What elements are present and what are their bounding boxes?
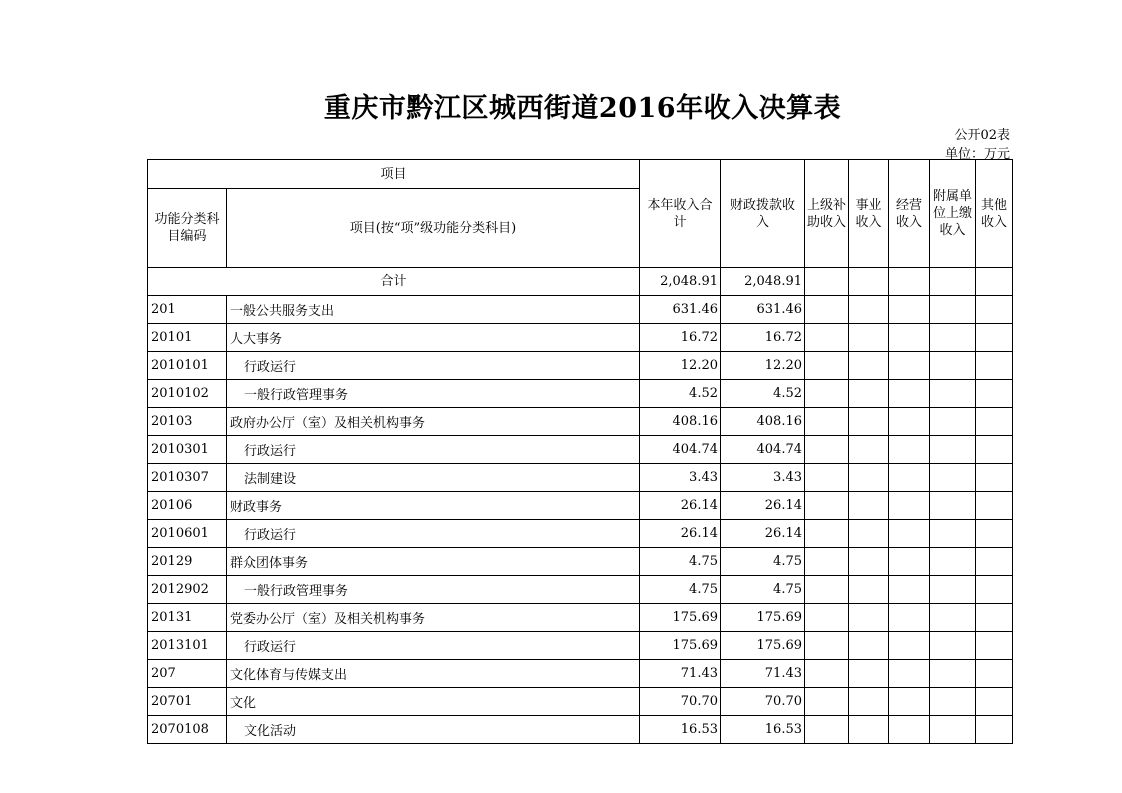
table-row <box>148 436 1013 464</box>
row-code: 2010101 <box>148 352 227 380</box>
row-other <box>976 436 1013 464</box>
row-career <box>849 604 889 632</box>
row-affiliate <box>930 688 976 716</box>
row-fiscal: 70.70 <box>721 688 805 716</box>
row-superior <box>805 380 849 408</box>
row-career <box>849 548 889 576</box>
row-superior <box>805 548 849 576</box>
row-fiscal: 175.69 <box>721 604 805 632</box>
row-operating <box>889 352 930 380</box>
row-operating <box>889 716 930 744</box>
row-career <box>849 660 889 688</box>
row-career <box>849 520 889 548</box>
table-row <box>148 632 1013 660</box>
row-total-income: 26.14 <box>640 492 721 520</box>
header-name: 项目(按“项”级功能分类科目) <box>227 189 640 268</box>
row-career <box>849 380 889 408</box>
total-affiliate-value <box>930 268 976 296</box>
table-row <box>148 352 1013 380</box>
row-affiliate <box>930 632 976 660</box>
row-superior <box>805 688 849 716</box>
row-name: 一般公共服务支出 <box>227 296 640 324</box>
row-name: 行政运行 <box>227 436 640 464</box>
row-total-income: 12.20 <box>640 352 721 380</box>
row-total-income: 175.69 <box>640 604 721 632</box>
row-other <box>976 632 1013 660</box>
row-fiscal: 71.43 <box>721 660 805 688</box>
row-name: 人大事务 <box>227 324 640 352</box>
row-fiscal: 408.16 <box>721 408 805 436</box>
total-income-value: 2,048.91 <box>640 268 721 296</box>
row-fiscal: 16.72 <box>721 324 805 352</box>
row-total-income: 70.70 <box>640 688 721 716</box>
header-operating: 经营收入 <box>889 160 930 268</box>
header-affiliate: 附属单位上缴收入 <box>930 160 976 268</box>
income-table <box>147 159 1013 744</box>
row-name: 行政运行 <box>227 520 640 548</box>
row-code: 20103 <box>148 408 227 436</box>
form-number: 公开02表 <box>954 128 1010 143</box>
page-title: 重庆市黔江区城西街道2016年收入决算表 <box>323 93 842 124</box>
row-name: 文化 <box>227 688 640 716</box>
row-fiscal: 631.46 <box>721 296 805 324</box>
row-career <box>849 464 889 492</box>
row-affiliate <box>930 548 976 576</box>
row-code: 2010102 <box>148 380 227 408</box>
table-row <box>148 604 1013 632</box>
header-superior: 上级补助收入 <box>805 160 849 268</box>
row-other <box>976 688 1013 716</box>
table-row <box>148 660 1013 688</box>
row-other <box>976 380 1013 408</box>
row-operating <box>889 604 930 632</box>
row-superior <box>805 324 849 352</box>
row-total-income: 4.75 <box>640 548 721 576</box>
row-operating <box>889 464 930 492</box>
row-career <box>849 576 889 604</box>
row-code: 20106 <box>148 492 227 520</box>
row-career <box>849 324 889 352</box>
row-operating <box>889 632 930 660</box>
row-affiliate <box>930 436 976 464</box>
row-affiliate <box>930 380 976 408</box>
row-operating <box>889 688 930 716</box>
row-fiscal: 4.75 <box>721 576 805 604</box>
row-code: 2012902 <box>148 576 227 604</box>
row-total-income: 631.46 <box>640 296 721 324</box>
row-fiscal: 3.43 <box>721 464 805 492</box>
row-affiliate <box>930 352 976 380</box>
total-fiscal-value: 2,048.91 <box>721 268 805 296</box>
row-other <box>976 716 1013 744</box>
row-affiliate <box>930 296 976 324</box>
unit-label: 单位：万元 <box>944 147 1010 162</box>
row-other <box>976 408 1013 436</box>
table-row <box>148 492 1013 520</box>
table-row <box>148 464 1013 492</box>
row-code: 2010301 <box>148 436 227 464</box>
row-name: 一般行政管理事务 <box>227 380 640 408</box>
row-affiliate <box>930 324 976 352</box>
row-career <box>849 632 889 660</box>
row-affiliate <box>930 716 976 744</box>
row-other <box>976 548 1013 576</box>
row-superior <box>805 604 849 632</box>
row-affiliate <box>930 408 976 436</box>
row-career <box>849 716 889 744</box>
row-operating <box>889 576 930 604</box>
row-total-income: 408.16 <box>640 408 721 436</box>
row-name: 一般行政管理事务 <box>227 576 640 604</box>
row-operating <box>889 380 930 408</box>
header-total-income: 本年收入合计 <box>640 160 721 268</box>
row-operating <box>889 520 930 548</box>
total-row <box>148 268 1013 296</box>
row-operating <box>889 660 930 688</box>
row-name: 行政运行 <box>227 352 640 380</box>
table-row <box>148 324 1013 352</box>
row-affiliate <box>930 576 976 604</box>
row-name: 党委办公厅（室）及相关机构事务 <box>227 604 640 632</box>
header-fiscal: 财政拨款收入 <box>721 160 805 268</box>
row-affiliate <box>930 464 976 492</box>
table-row <box>148 408 1013 436</box>
table-row <box>148 520 1013 548</box>
row-other <box>976 660 1013 688</box>
total-superior-value <box>805 268 849 296</box>
row-superior <box>805 436 849 464</box>
row-superior <box>805 352 849 380</box>
row-name: 行政运行 <box>227 632 640 660</box>
row-name: 政府办公厅（室）及相关机构事务 <box>227 408 640 436</box>
row-superior <box>805 408 849 436</box>
table-row <box>148 548 1013 576</box>
row-operating <box>889 324 930 352</box>
row-code: 20701 <box>148 688 227 716</box>
row-fiscal: 26.14 <box>721 492 805 520</box>
row-total-income: 71.43 <box>640 660 721 688</box>
row-superior <box>805 576 849 604</box>
table-row <box>148 296 1013 324</box>
row-operating <box>889 296 930 324</box>
row-code: 2010307 <box>148 464 227 492</box>
total-other-value <box>976 268 1013 296</box>
row-career <box>849 352 889 380</box>
row-operating <box>889 436 930 464</box>
row-name: 财政事务 <box>227 492 640 520</box>
row-other <box>976 576 1013 604</box>
row-superior <box>805 716 849 744</box>
table-row <box>148 688 1013 716</box>
row-fiscal: 175.69 <box>721 632 805 660</box>
row-code: 2070108 <box>148 716 227 744</box>
row-code: 20101 <box>148 324 227 352</box>
header-code: 功能分类科目编码 <box>148 189 227 268</box>
row-total-income: 4.75 <box>640 576 721 604</box>
row-superior <box>805 520 849 548</box>
row-career <box>849 688 889 716</box>
row-other <box>976 492 1013 520</box>
row-other <box>976 296 1013 324</box>
row-total-income: 16.72 <box>640 324 721 352</box>
row-career <box>849 296 889 324</box>
row-total-income: 4.52 <box>640 380 721 408</box>
row-total-income: 16.53 <box>640 716 721 744</box>
row-fiscal: 404.74 <box>721 436 805 464</box>
row-operating <box>889 408 930 436</box>
table-row <box>148 716 1013 744</box>
row-other <box>976 604 1013 632</box>
row-total-income: 3.43 <box>640 464 721 492</box>
total-operating-value <box>889 268 930 296</box>
row-other <box>976 324 1013 352</box>
row-superior <box>805 464 849 492</box>
row-affiliate <box>930 520 976 548</box>
row-total-income: 26.14 <box>640 520 721 548</box>
row-name: 法制建设 <box>227 464 640 492</box>
header-other: 其他收入 <box>976 160 1013 268</box>
row-total-income: 175.69 <box>640 632 721 660</box>
row-code: 20131 <box>148 604 227 632</box>
row-fiscal: 12.20 <box>721 352 805 380</box>
row-code: 2010601 <box>148 520 227 548</box>
row-fiscal: 4.75 <box>721 548 805 576</box>
row-affiliate <box>930 492 976 520</box>
row-career <box>849 436 889 464</box>
row-code: 207 <box>148 660 227 688</box>
row-name: 文化体育与传媒支出 <box>227 660 640 688</box>
row-total-income: 404.74 <box>640 436 721 464</box>
row-other <box>976 464 1013 492</box>
header-career: 事业收入 <box>849 160 889 268</box>
table-row <box>148 576 1013 604</box>
row-other <box>976 352 1013 380</box>
row-affiliate <box>930 660 976 688</box>
row-name: 群众团体事务 <box>227 548 640 576</box>
table-row <box>148 380 1013 408</box>
row-superior <box>805 632 849 660</box>
header-project: 项目 <box>148 160 640 189</box>
row-affiliate <box>930 604 976 632</box>
row-name: 文化活动 <box>227 716 640 744</box>
row-fiscal: 26.14 <box>721 520 805 548</box>
row-code: 20129 <box>148 548 227 576</box>
row-superior <box>805 660 849 688</box>
row-superior <box>805 296 849 324</box>
row-operating <box>889 492 930 520</box>
row-code: 201 <box>148 296 227 324</box>
row-code: 2013101 <box>148 632 227 660</box>
row-fiscal: 4.52 <box>721 380 805 408</box>
row-fiscal: 16.53 <box>721 716 805 744</box>
row-career <box>849 492 889 520</box>
total-career-value <box>849 268 889 296</box>
row-operating <box>889 548 930 576</box>
row-career <box>849 408 889 436</box>
row-superior <box>805 492 849 520</box>
total-label: 合计 <box>148 268 640 296</box>
row-other <box>976 520 1013 548</box>
